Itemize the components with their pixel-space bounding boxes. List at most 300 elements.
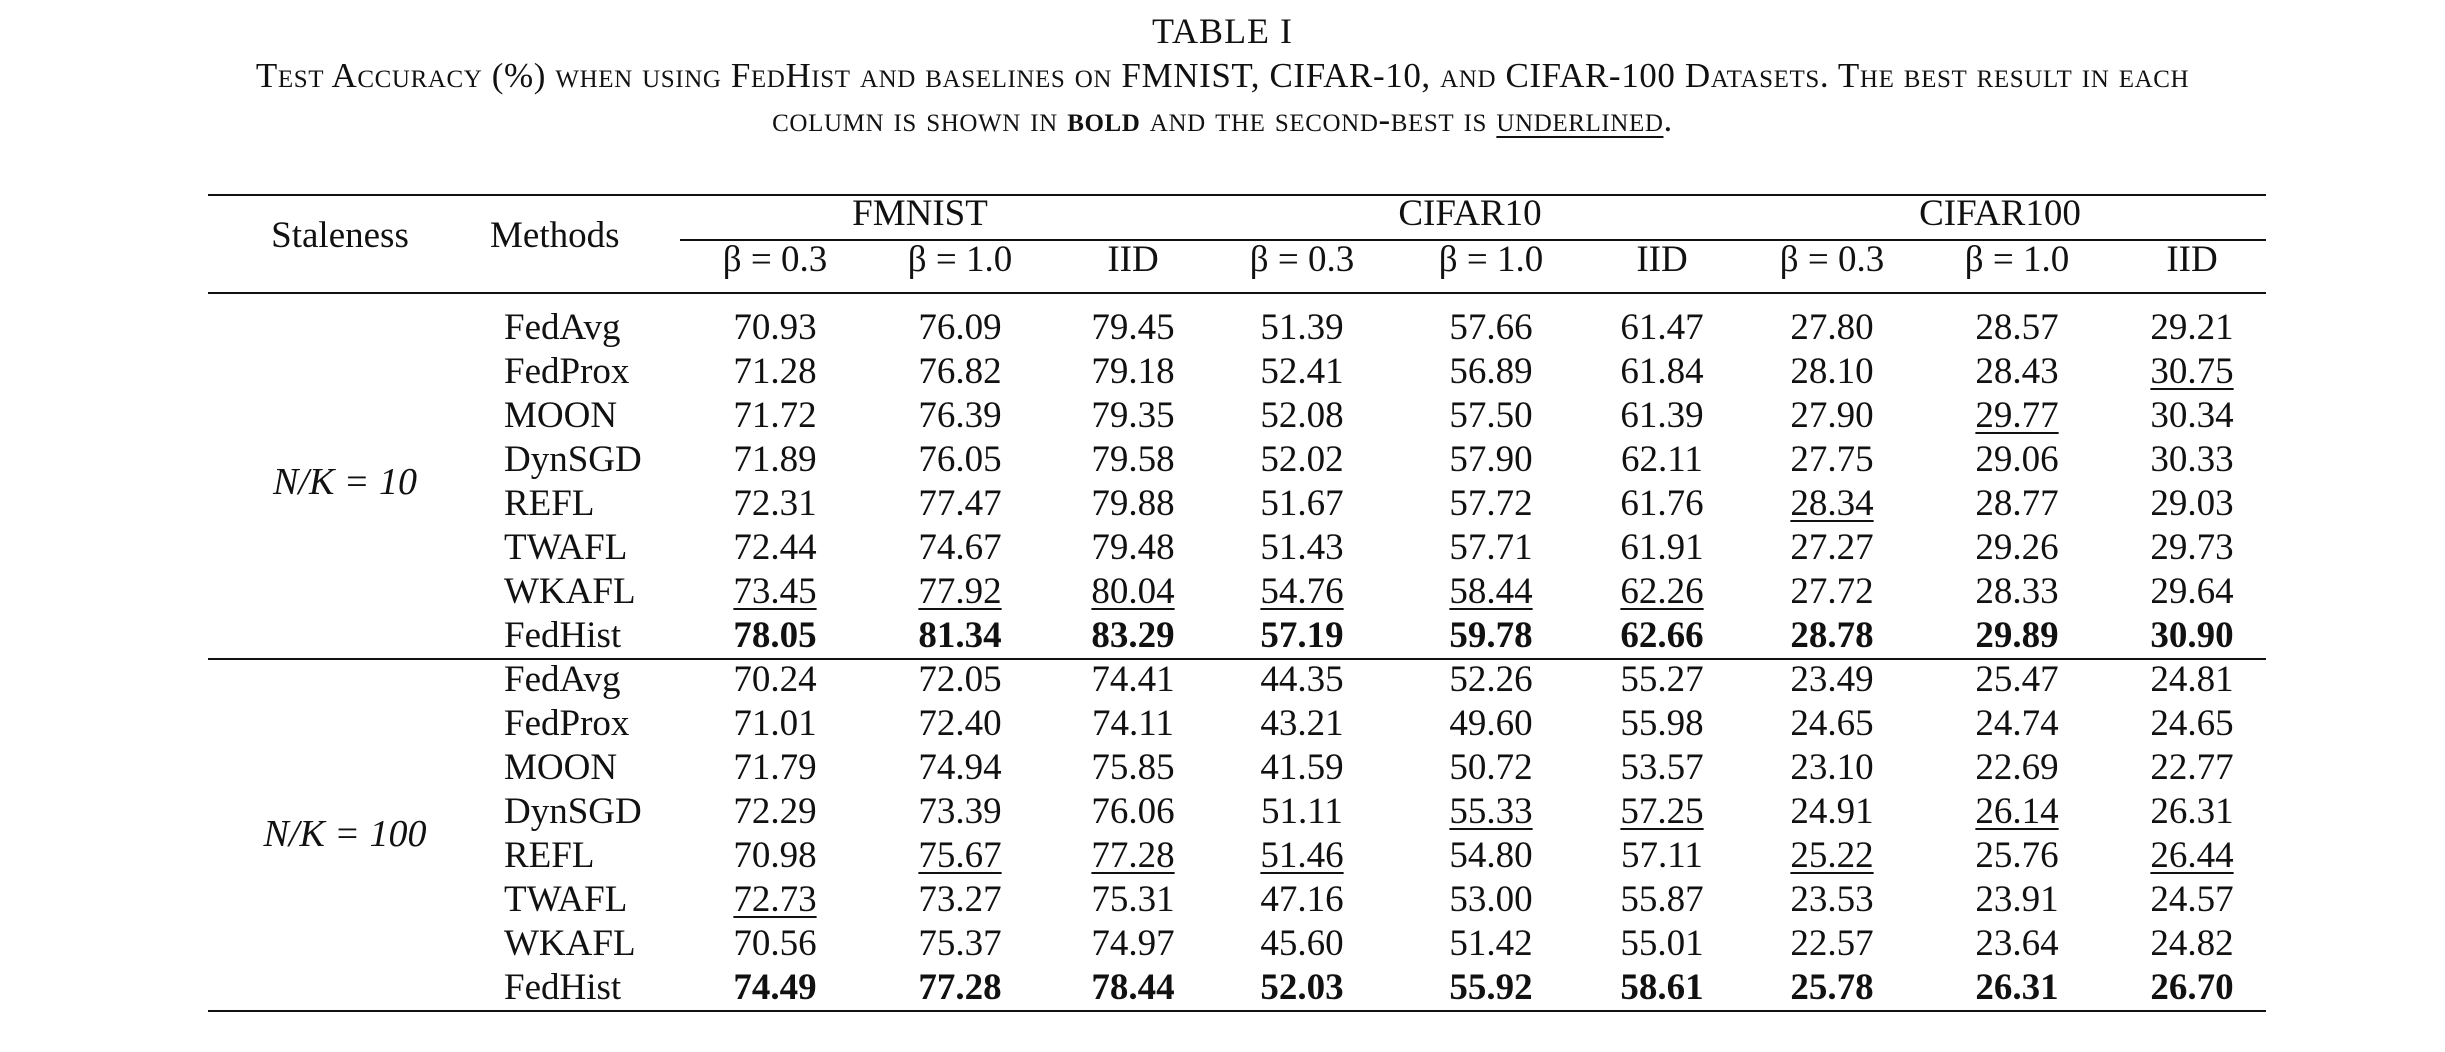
table-cell: [1582, 350, 1742, 394]
table-cell: [1411, 966, 1571, 1010]
cell-value: 22.77: [2150, 747, 2234, 788]
cell-value: 79.18: [1091, 351, 1175, 392]
caption-line-2: [0, 100, 2445, 140]
cell-value: 23.53: [1790, 879, 1874, 920]
table-cell: [1222, 922, 1382, 966]
cell-value: 72.29: [733, 791, 817, 832]
cell-value: 55.01: [1620, 923, 1704, 964]
cell-value: 74.97: [1091, 923, 1175, 964]
cell-value: 24.91: [1790, 791, 1874, 832]
cell-value: 79.48: [1091, 527, 1175, 568]
table-cell: [1411, 350, 1571, 394]
method-name: TWAFL: [504, 527, 628, 568]
cell-value: 22.57: [1790, 923, 1874, 964]
cell-value: 57.11: [1621, 835, 1703, 876]
cell-value: 57.25: [1620, 791, 1704, 832]
table-cell: [1053, 966, 1213, 1010]
group-label-nk10: N/K = 10: [273, 461, 417, 503]
cell-value: 28.33: [1975, 571, 2059, 612]
method-name: FedAvg: [504, 659, 621, 700]
dataset-header-cifar100: CIFAR100: [1919, 193, 2081, 234]
cell-value: 26.70: [2150, 967, 2234, 1008]
table-cell: [695, 438, 855, 482]
table-cell: [1937, 394, 2097, 438]
table-cell: [1752, 922, 1912, 966]
table-cell: [1752, 570, 1912, 614]
table-cell: [880, 350, 1040, 394]
cell-value: 59.78: [1449, 615, 1533, 656]
table-cell: [2112, 966, 2272, 1010]
cell-value: 27.27: [1790, 527, 1874, 568]
table-cell: [1937, 922, 2097, 966]
table-cell: [695, 790, 855, 834]
cell-value: 72.31: [733, 483, 817, 524]
table-cell: [1937, 702, 2097, 746]
table-cell: [1053, 482, 1213, 526]
cell-value: 27.80: [1790, 307, 1874, 348]
cell-value: 57.19: [1260, 615, 1344, 656]
cell-value: 24.81: [2150, 659, 2234, 700]
cell-value: 61.47: [1620, 307, 1704, 348]
group-label-nk100: N/K = 100: [263, 813, 427, 855]
table-cell: [1222, 438, 1382, 482]
table-cell: [1053, 878, 1213, 922]
table-cell: [880, 966, 1040, 1010]
cell-value: 75.37: [918, 923, 1002, 964]
cell-value: 53.57: [1620, 747, 1704, 788]
table-cell: [695, 482, 855, 526]
dataset-header-fmnist: FMNIST: [852, 193, 988, 234]
table-cell: [2112, 570, 2272, 614]
table-cell: [1582, 966, 1742, 1010]
table-cell: [1582, 746, 1742, 790]
table-cell: [695, 350, 855, 394]
table-cell: [1222, 834, 1382, 878]
cell-value: 24.65: [2150, 703, 2234, 744]
table-cell: [1411, 922, 1571, 966]
method-name: REFL: [504, 483, 595, 524]
table-cell: [1222, 482, 1382, 526]
cell-value: 71.89: [733, 439, 817, 480]
table-cell: [1411, 482, 1571, 526]
caption-text: .: [1663, 100, 1673, 139]
method-name: DynSGD: [504, 439, 642, 480]
table-cell: [1411, 438, 1571, 482]
cell-value: 28.78: [1790, 615, 1874, 656]
cell-value: 79.88: [1091, 483, 1175, 524]
cell-value: 79.45: [1091, 307, 1175, 348]
cell-value: 76.06: [1091, 791, 1175, 832]
cell-value: 80.04: [1091, 571, 1175, 612]
table-cell: [695, 394, 855, 438]
table-cell: [1582, 526, 1742, 570]
cell-value: 24.74: [1975, 703, 2059, 744]
table-cell: [1222, 790, 1382, 834]
cell-value: 24.65: [1790, 703, 1874, 744]
table-cell: [1937, 306, 2097, 350]
cell-value: 70.98: [733, 835, 817, 876]
cell-value: 30.33: [2150, 439, 2234, 480]
cell-value: 62.66: [1620, 615, 1704, 656]
table-cell: [1937, 614, 2097, 658]
cell-value: 55.27: [1620, 659, 1704, 700]
table-cell: [1937, 482, 2097, 526]
method-name: MOON: [504, 747, 618, 788]
table-cell: [1053, 834, 1213, 878]
cell-value: 78.05: [733, 615, 817, 656]
cell-value: 75.67: [918, 835, 1002, 876]
table-cell: [880, 878, 1040, 922]
table-cell: [1053, 614, 1213, 658]
table-cell: [1752, 306, 1912, 350]
table-cell: [880, 834, 1040, 878]
table-cell: [1937, 878, 2097, 922]
subcolumn-header: IID: [1107, 239, 1159, 280]
table-cell: [1752, 834, 1912, 878]
cell-value: 76.39: [918, 395, 1002, 436]
cell-value: 45.60: [1260, 923, 1344, 964]
cell-value: 29.26: [1975, 527, 2059, 568]
table-cell: [880, 570, 1040, 614]
header-rule: [208, 292, 2266, 294]
table-cell: [1411, 702, 1571, 746]
cell-value: 47.16: [1260, 879, 1344, 920]
cell-value: 73.27: [918, 879, 1002, 920]
cell-value: 28.34: [1790, 483, 1874, 524]
table-cell: [1752, 790, 1912, 834]
method-name: DynSGD: [504, 791, 642, 832]
cell-value: 78.44: [1091, 967, 1175, 1008]
cell-value: 51.39: [1260, 307, 1344, 348]
table-cell: [1053, 570, 1213, 614]
cell-value: 51.67: [1260, 483, 1344, 524]
table-cell: [695, 526, 855, 570]
table-cell: [1752, 526, 1912, 570]
table-cell: [1053, 658, 1213, 702]
cell-value: 43.21: [1260, 703, 1344, 744]
table-cell: [2112, 526, 2272, 570]
table-cell: [1053, 746, 1213, 790]
table-cell: [1411, 790, 1571, 834]
cell-value: 41.59: [1260, 747, 1344, 788]
cell-value: 52.41: [1260, 351, 1344, 392]
table-cell: [1937, 746, 2097, 790]
cell-value: 50.72: [1449, 747, 1533, 788]
table-cell: [1752, 350, 1912, 394]
table-cell: [1222, 614, 1382, 658]
caption-text: and the second-best is: [1149, 100, 1488, 139]
cell-value: 27.75: [1790, 439, 1874, 480]
subcolumn-header: β = 0.3: [1779, 239, 1885, 280]
table-cell: [1053, 922, 1213, 966]
table-title: TABLE I: [1151, 11, 1294, 51]
table-cell: [1411, 394, 1571, 438]
cell-value: 27.90: [1790, 395, 1874, 436]
table-cell: [880, 922, 1040, 966]
table-cell: [1411, 526, 1571, 570]
cell-value: 44.35: [1260, 659, 1344, 700]
cell-value: 51.42: [1449, 923, 1533, 964]
cell-value: 76.05: [918, 439, 1002, 480]
cell-value: 57.50: [1449, 395, 1533, 436]
table-cell: [1582, 614, 1742, 658]
table-cell: [1222, 570, 1382, 614]
subcolumn-header: β = 0.3: [1249, 239, 1355, 280]
cell-value: 71.79: [733, 747, 817, 788]
table-cell: [1222, 878, 1382, 922]
table-cell: [1222, 702, 1382, 746]
table-cell: [2112, 834, 2272, 878]
cell-value: 55.92: [1449, 967, 1533, 1008]
cell-value: 74.41: [1091, 659, 1175, 700]
cell-value: 23.64: [1975, 923, 2059, 964]
cell-value: 76.82: [918, 351, 1002, 392]
table-cell: [1053, 394, 1213, 438]
table-cell: [1411, 878, 1571, 922]
cell-value: 71.01: [733, 703, 817, 744]
method-name: FedAvg: [504, 307, 621, 348]
cell-value: 57.90: [1449, 439, 1533, 480]
table-cell: [1752, 658, 1912, 702]
table-cell: [1053, 526, 1213, 570]
table-cell: [1222, 350, 1382, 394]
table-cell: [1411, 306, 1571, 350]
caption-text: column is shown in: [772, 100, 1058, 139]
cell-value: 55.33: [1449, 791, 1533, 832]
table-cell: [1752, 394, 1912, 438]
table-cell: [1937, 658, 2097, 702]
cell-value: 81.34: [918, 615, 1002, 656]
table-cell: [1222, 526, 1382, 570]
table-cell: [1937, 526, 2097, 570]
cell-value: 71.72: [733, 395, 817, 436]
subcolumn-header: β = 0.3: [722, 239, 828, 280]
table-cell: [1582, 438, 1742, 482]
table-cell: [1937, 570, 2097, 614]
table-cell: [1582, 306, 1742, 350]
table-cell: [1752, 746, 1912, 790]
table-cell: [1411, 746, 1571, 790]
table-cell: [695, 570, 855, 614]
method-name: WKAFL: [504, 571, 636, 612]
cell-value: 79.58: [1091, 439, 1175, 480]
table-cell: [880, 306, 1040, 350]
cell-value: 77.28: [1091, 835, 1175, 876]
method-name: WKAFL: [504, 923, 636, 964]
subcolumn-header: β = 1.0: [1964, 239, 2070, 280]
method-name: FedProx: [504, 703, 630, 744]
table-cell: [695, 658, 855, 702]
cell-value: 70.93: [733, 307, 817, 348]
cell-value: 26.31: [1975, 967, 2059, 1008]
cell-value: 57.72: [1449, 483, 1533, 524]
table-cell: [2112, 878, 2272, 922]
table-cell: [1752, 878, 1912, 922]
table-cell: [1222, 658, 1382, 702]
cell-value: 74.94: [918, 747, 1002, 788]
cell-value: 72.05: [918, 659, 1002, 700]
method-name: FedProx: [504, 351, 630, 392]
subcolumn-header: IID: [1636, 239, 1688, 280]
table-cell: [1752, 438, 1912, 482]
dataset-header-cifar10: CIFAR10: [1398, 193, 1542, 234]
table-cell: [880, 394, 1040, 438]
table-cell: [1582, 482, 1742, 526]
table-cell: [695, 702, 855, 746]
caption-bold-word: bold: [1067, 100, 1141, 139]
cell-value: 71.28: [733, 351, 817, 392]
cell-value: 70.56: [733, 923, 817, 964]
table-cell: [2112, 614, 2272, 658]
table-cell: [880, 658, 1040, 702]
table-cell: [880, 526, 1040, 570]
cell-value: 23.10: [1790, 747, 1874, 788]
table-cell: [1053, 790, 1213, 834]
cell-value: 74.11: [1092, 703, 1174, 744]
method-name: MOON: [504, 395, 618, 436]
cell-value: 30.34: [2150, 395, 2234, 436]
cell-value: 55.98: [1620, 703, 1704, 744]
cell-value: 58.44: [1449, 571, 1533, 612]
cell-value: 52.02: [1260, 439, 1344, 480]
cell-value: 22.69: [1975, 747, 2059, 788]
cell-value: 58.61: [1620, 967, 1704, 1008]
cell-value: 51.11: [1261, 791, 1343, 832]
table-cell: [2112, 350, 2272, 394]
table-cell: [1222, 746, 1382, 790]
table-cell: [880, 746, 1040, 790]
cell-value: 27.72: [1790, 571, 1874, 612]
cell-value: 29.64: [2150, 571, 2234, 612]
cell-value: 28.10: [1790, 351, 1874, 392]
cell-value: 25.78: [1790, 967, 1874, 1008]
cell-value: 74.67: [918, 527, 1002, 568]
cell-value: 51.46: [1260, 835, 1344, 876]
table-cell: [2112, 702, 2272, 746]
cell-value: 24.82: [2150, 923, 2234, 964]
table-cell: [695, 306, 855, 350]
table-cell: [2112, 922, 2272, 966]
cell-value: 79.35: [1091, 395, 1175, 436]
table-cell: [1411, 834, 1571, 878]
cell-value: 72.73: [733, 879, 817, 920]
cell-value: 61.76: [1620, 483, 1704, 524]
cell-value: 56.89: [1449, 351, 1533, 392]
cell-value: 73.45: [733, 571, 817, 612]
table-cell: [1053, 350, 1213, 394]
cell-value: 61.84: [1620, 351, 1704, 392]
table-cell: [1582, 570, 1742, 614]
table-cell: [695, 878, 855, 922]
cell-value: 73.39: [918, 791, 1002, 832]
subcolumn-header: IID: [2166, 239, 2218, 280]
table-cell: [1222, 394, 1382, 438]
table-cell: [1752, 614, 1912, 658]
table-cell: [1411, 658, 1571, 702]
method-name: TWAFL: [504, 879, 628, 920]
bottom-rule: [208, 1010, 2266, 1012]
cell-value: 62.26: [1620, 571, 1704, 612]
table-cell: [2112, 790, 2272, 834]
table-cell: [1582, 922, 1742, 966]
table-cell: [1053, 306, 1213, 350]
table-cell: [695, 614, 855, 658]
cell-value: 30.75: [2150, 351, 2234, 392]
cell-value: 25.22: [1790, 835, 1874, 876]
cell-value: 57.66: [1449, 307, 1533, 348]
cell-value: 29.21: [2150, 307, 2234, 348]
cell-value: 53.00: [1449, 879, 1533, 920]
table-cell: [695, 966, 855, 1010]
cell-value: 75.85: [1091, 747, 1175, 788]
table-cell: [1752, 966, 1912, 1010]
cell-value: 24.57: [2150, 879, 2234, 920]
caption-underlined-word: underlined: [1496, 100, 1664, 139]
table-cell: [880, 614, 1040, 658]
cell-value: 61.91: [1620, 527, 1704, 568]
table-cell: [1582, 702, 1742, 746]
cell-value: 54.80: [1449, 835, 1533, 876]
table-cell: [1752, 702, 1912, 746]
cell-value: 25.47: [1975, 659, 2059, 700]
table-cell: [2112, 394, 2272, 438]
cell-value: 30.90: [2150, 615, 2234, 656]
table-cell: [1582, 658, 1742, 702]
table-cell: [1937, 966, 2097, 1010]
method-name: REFL: [504, 835, 595, 876]
table-cell: [1937, 790, 2097, 834]
table-cell: [1053, 702, 1213, 746]
table-cell: [1411, 570, 1571, 614]
cell-value: 55.87: [1620, 879, 1704, 920]
cell-value: 76.09: [918, 307, 1002, 348]
cell-value: 23.49: [1790, 659, 1874, 700]
staleness-header: Staleness: [271, 215, 409, 256]
subcolumn-header: β = 1.0: [907, 239, 1013, 280]
table-cell: [2112, 438, 2272, 482]
table-cell: [1582, 790, 1742, 834]
table-cell: [1582, 394, 1742, 438]
cell-value: 61.39: [1620, 395, 1704, 436]
cell-value: 52.08: [1260, 395, 1344, 436]
cell-value: 52.03: [1260, 967, 1344, 1008]
cell-value: 77.47: [918, 483, 1002, 524]
table-cell: [1222, 966, 1382, 1010]
table-cell: [1582, 878, 1742, 922]
subcolumn-header: β = 1.0: [1438, 239, 1544, 280]
cell-value: 83.29: [1091, 615, 1175, 656]
cell-value: 54.76: [1260, 571, 1344, 612]
cell-value: 77.92: [918, 571, 1002, 612]
table-cell: [1937, 834, 2097, 878]
cell-value: 28.57: [1975, 307, 2059, 348]
table-cell: [1222, 306, 1382, 350]
cell-value: 29.89: [1975, 615, 2059, 656]
table-cell: [2112, 306, 2272, 350]
table-cell: [1053, 438, 1213, 482]
table-cell: [695, 922, 855, 966]
cell-value: 29.03: [2150, 483, 2234, 524]
cell-value: 72.40: [918, 703, 1002, 744]
table-cell: [695, 746, 855, 790]
table-cell: [1752, 482, 1912, 526]
caption-line-1: Test Accuracy (%) when using FedHist and baselines on FMNIST, CIFAR-10, and CIFAR-100 Datasets. The best result in each: [255, 56, 2190, 95]
table-cell: [880, 790, 1040, 834]
cell-value: 75.31: [1091, 879, 1175, 920]
cell-value: 74.49: [733, 967, 817, 1008]
table-cell: [695, 834, 855, 878]
cell-value: 26.31: [2150, 791, 2234, 832]
